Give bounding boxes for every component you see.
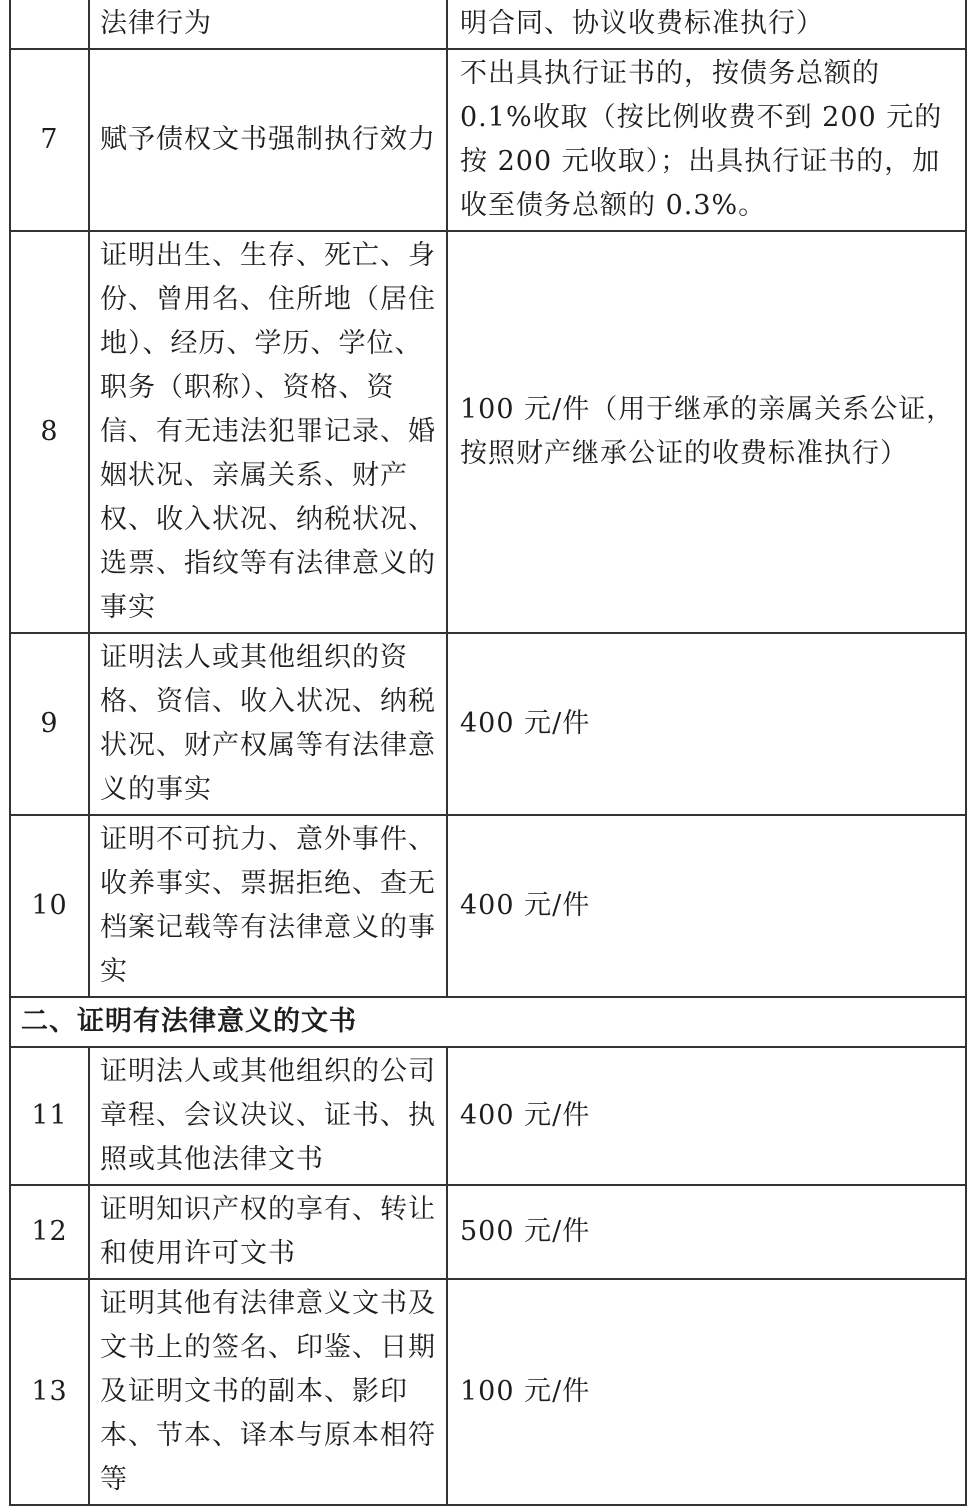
row-number: 13 — [10, 1279, 89, 1505]
item-description: 证明法人或其他组织的公司章程、会议决议、证书、执照或其他法律文书 — [89, 1047, 447, 1185]
item-description: 证明法人或其他组织的资格、资信、收入状况、纳税状况、财产权属等有法律意义的事实 — [89, 633, 447, 815]
fee-standard: 100 元/件（用于继承的亲属关系公证，按照财产继承公证的收费标准执行） — [447, 231, 966, 633]
section-title: 二、证明有法律意义的文书 — [10, 997, 966, 1047]
fee-standard: 明合同、协议收费标准执行） — [447, 0, 966, 49]
item-description: 证明不可抗力、意外事件、收养事实、票据拒绝、查无档案记载等有法律意义的事实 — [89, 815, 447, 997]
fee-table-page — [9, 0, 965, 1506]
table-row — [10, 0, 966, 49]
row-number — [10, 0, 89, 49]
section-row — [10, 997, 966, 1047]
notary-fee-table — [9, 0, 967, 1506]
table-row — [10, 633, 966, 815]
row-number: 9 — [10, 633, 89, 815]
item-description: 赋予债权文书强制执行效力 — [89, 49, 447, 231]
table-row — [10, 1047, 966, 1185]
row-number: 12 — [10, 1185, 89, 1279]
row-number: 8 — [10, 231, 89, 633]
item-description: 证明出生、生存、死亡、身份、曾用名、住所地（居住地）、经历、学历、学位、职务（职称）、资格、资信、有无违法犯罪记录、婚姻状况、亲属关系、财产权、收入状况、纳税状况、选票、指纹等有法律意义的事实 — [89, 231, 447, 633]
table-row — [10, 1185, 966, 1279]
fee-standard: 400 元/件 — [447, 815, 966, 997]
fee-standard: 不出具执行证书的，按债务总额的 0.1%收取（按比例收费不到 200 元的按 200 元收取）；出具执行证书的，加收至债务总额的 0.3%。 — [447, 49, 966, 231]
fee-standard: 400 元/件 — [447, 633, 966, 815]
row-number: 10 — [10, 815, 89, 997]
item-description: 法律行为 — [89, 0, 447, 49]
row-number: 7 — [10, 49, 89, 231]
item-description: 证明知识产权的享有、转让和使用许可文书 — [89, 1185, 447, 1279]
table-row — [10, 815, 966, 997]
fee-standard: 100 元/件 — [447, 1279, 966, 1505]
item-description: 证明其他有法律意义文书及文书上的签名、印鉴、日期及证明文书的副本、影印本、节本、译本与原本相符等 — [89, 1279, 447, 1505]
table-row — [10, 1279, 966, 1505]
fee-standard: 400 元/件 — [447, 1047, 966, 1185]
table-row — [10, 49, 966, 231]
row-number: 11 — [10, 1047, 89, 1185]
table-row — [10, 231, 966, 633]
fee-standard: 500 元/件 — [447, 1185, 966, 1279]
